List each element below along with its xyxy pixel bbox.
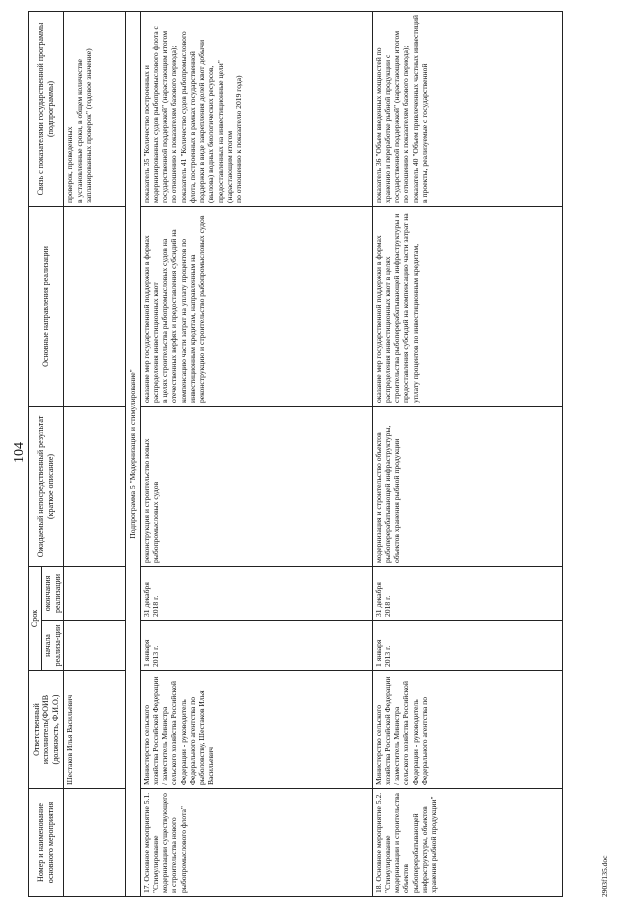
row17-links: показатель 35 "Количество построенных и модернизированных судов рыбопромыслового флота с государственной поддержкой" (нарастающим итогом по отношению к показателям базового периода); показатель 41 "Количество судов рыбопромыслового флота, построенных в рамках государственной поддержки в виде закрепления долей квот добычи (вылова) водных биологических ресурсов, предоставленных на инвестиционные цели" (нарастающим итогом по отношению к показателю 2019 года) [140,11,372,206]
row0-start [64,621,126,671]
subprogram-title: Подпрограмма 5 "Модернизация и стимулирование" [126,11,140,896]
table-row [64,11,126,896]
header-executor: Ответственный исполнитель(ФОИВ (должность, Ф.И.О.) [29,671,64,789]
row0-result [64,406,126,566]
header-links: Связь с показателями государственной программы (подпрограммы) [29,11,64,206]
measures-table [28,11,563,897]
row17-end: 31 декабря 2018 г. [140,566,372,620]
row17-executor: Министерство сельского хозяйства Российской Федерации / заместитель Министра сельского хозяйства Российской Федерации - руководитель Федерального агентства по рыболовству, Шестаков Илья Васильевич [140,671,372,789]
row0-links: проверок, проведенных в установленные сроки, в общем количестве запланированных проверок" (годовое значение) [64,11,126,206]
row0-end [64,566,126,620]
row18-name [372,789,562,897]
row18-result: модернизация и строительство объектов рыбоперерабатывающей инфраструктуры, объектов хранения рыбной продукции [372,406,562,566]
table-row [140,11,372,896]
row17-directions: оказание мер государственной поддержки в формах распределения инвестиционных квот в целях строительства рыбопромысловых судов на отечественных верфях и предоставления субсидий на компенсацию части затрат на уплату процентов по инвестиционным кредитам, направленным на реконструкцию и строительство рыбопромысловых судов [140,206,372,406]
table-row [372,11,562,896]
row18-links: показатель 36 "Объем введенных мощностей по хранению и переработке рыбной продукции с государственной поддержкой" (нарастающим итогом по отношению к показателям базового периода); показатель 40 "Объем привлеченных частных инвестиций в проекты, реализуемые с государственной [372,11,562,206]
footer-filename: 2903f135.doc [600,855,609,897]
header-start: начала реализа-ции [41,621,64,671]
header-result: Ожидаемый непосредственный результат (краткое описание) [29,406,64,566]
header-srok: Срок [29,566,42,670]
row17-title: Основное мероприятие 5.1. "Стимулирование модернизации существующего и строительства нового рыбопромыслового флота" [141,792,188,893]
page-number: 104 [12,442,27,463]
header-row [29,11,42,896]
row18-number: 18. [373,883,383,893]
row17-name [140,789,372,897]
row18-title: Основное мероприятие 5.2. "Стимулирование модернизации и строительства объектов рыбоперерабатывающей инфраструктуры, объектов хранения рыбной продукции" [373,792,438,893]
row17-start: 1 января 2013 г. [140,621,372,671]
row17-number: 17. [141,883,151,893]
row18-end: 31 декабря 2018 г. [372,566,562,620]
row17-result: реконструкция и строительство новых рыбопромысловых судов [140,406,372,566]
header-number-name: Номер и наименование основного мероприятия [29,789,64,897]
subprogram-row [126,11,140,896]
row0-executor: Шестаков Илья Васильевич [64,671,126,789]
row18-start: 1 января 2013 г. [372,621,562,671]
row0-directions [64,206,126,406]
header-directions: Основные направления реализации [29,206,64,406]
row0-name [64,789,126,897]
row18-executor: Министерство сельского хозяйства Российской Федерации / заместитель Министра сельского хозяйства Российской Федерации - руководитель Федерального агентства по [372,671,562,789]
header-end: окончания реализации [41,566,64,620]
row18-directions: оказание мер государственной поддержки в формах распределения инвестиционных квот в целях строительства рыбоперерабатывающей инфраструктуры и предоставления субсидий на компенсацию части затрат на уплату процентов по инвестиционным кредитам, [372,206,562,406]
